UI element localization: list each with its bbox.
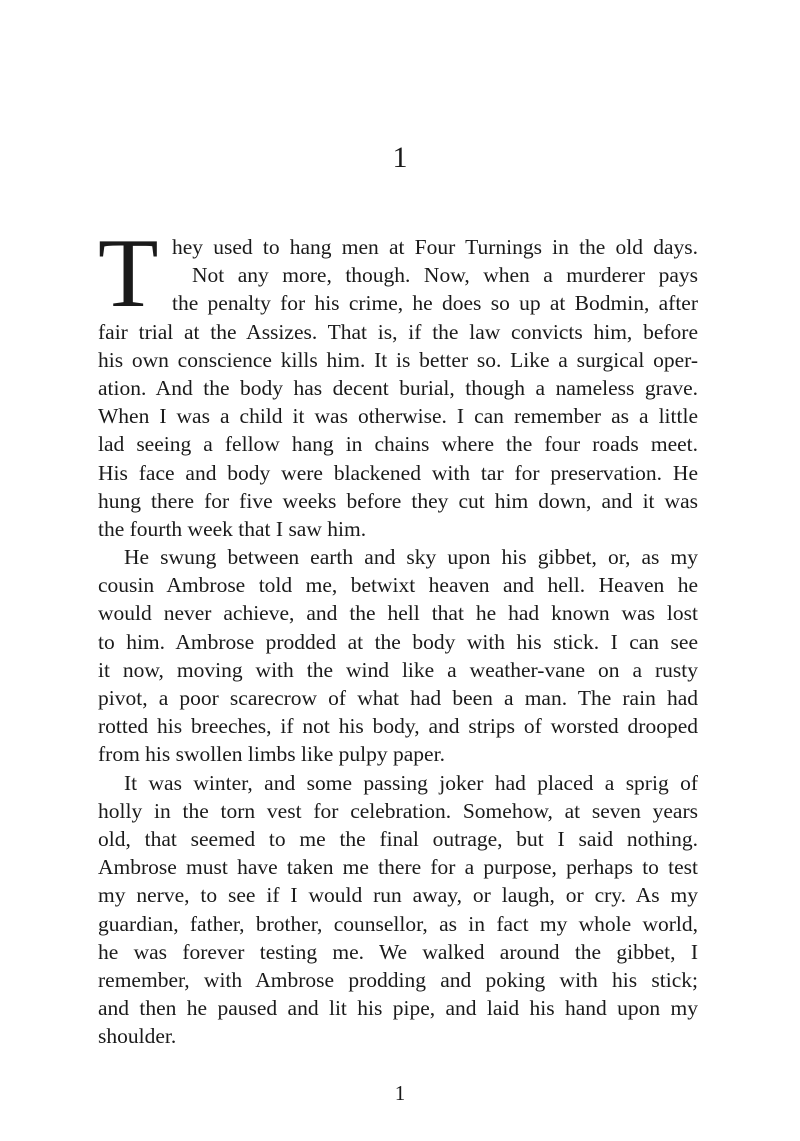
text-line: His face and body were blackened with tar for preservation. He <box>98 460 698 485</box>
text-line: pivot, a poor scarecrow of what had been a man. The rain had <box>98 686 698 710</box>
text-line: hey used to hang men at Four Turnings in the old days. <box>172 235 698 259</box>
text-line: shoulder. <box>98 1024 177 1049</box>
text-line: cousin Ambrose told me, betwixt heaven and hell. Heaven he <box>98 573 698 598</box>
text-line: Not any more, though. Now, when a murderer pays <box>192 263 698 288</box>
page-number: 1 <box>394 1081 406 1105</box>
paragraph-2 <box>98 543 698 769</box>
text-line: the penalty for his crime, he does so up at Bodmin, after <box>172 291 698 316</box>
text-line: When I was a child it was otherwise. I can remember as a little <box>98 404 698 429</box>
text-line: his own conscience kills him. It is better so. Like a surgical oper- <box>98 347 698 372</box>
paragraph-3 <box>98 769 698 1051</box>
text-line: remember, with Ambrose prodding and poking with his stick; <box>98 967 698 992</box>
text-line: rotted his breeches, if not his body, and strips of worsted drooped <box>98 714 698 739</box>
text-line: Ambrose must have taken me there for a purpose, perhaps to test <box>98 855 698 880</box>
text-line: ation. And the body has decent burial, though a nameless grave. <box>98 375 698 400</box>
text-line: from his swollen limbs like pulpy paper. <box>98 742 445 767</box>
chapter-number: 1 <box>392 141 408 174</box>
text-line: fair trial at the Assizes. That is, if the law convicts him, before <box>98 319 698 344</box>
text-line: my nerve, to see if I would run away, or laugh, or cry. As my <box>98 883 698 908</box>
drop-cap-letter: T <box>98 219 159 328</box>
body-text <box>98 219 698 1050</box>
text-line: He swung between earth and sky upon his gibbet, or, as my <box>124 545 698 570</box>
text-line: holly in the torn vest for celebration. Somehow, at seven years <box>98 798 698 823</box>
text-line: old, that seemed to me the final outrage, but I said nothing. <box>98 826 698 851</box>
text-line: to him. Ambrose prodded at the body with his stick. I can see <box>98 629 698 654</box>
text-line: it now, moving with the wind like a weather-vane on a rusty <box>98 657 698 682</box>
text-line: and then he paused and lit his pipe, and laid his hand upon my <box>98 996 698 1021</box>
text-line: It was winter, and some passing joker had placed a sprig of <box>124 770 698 795</box>
text-line: hung there for five weeks before they cut him down, and it was <box>98 488 698 513</box>
text-line: would never achieve, and the hell that he had known was lost <box>98 601 698 626</box>
text-line: guardian, father, brother, counsellor, as in fact my whole world, <box>98 911 698 936</box>
text-line: lad seeing a fellow hang in chains where the four roads meet. <box>98 432 698 457</box>
text-line: the fourth week that I saw him. <box>98 516 367 541</box>
paragraph-1 <box>98 233 698 543</box>
text-line: he was forever testing me. We walked around the gibbet, I <box>98 939 698 964</box>
